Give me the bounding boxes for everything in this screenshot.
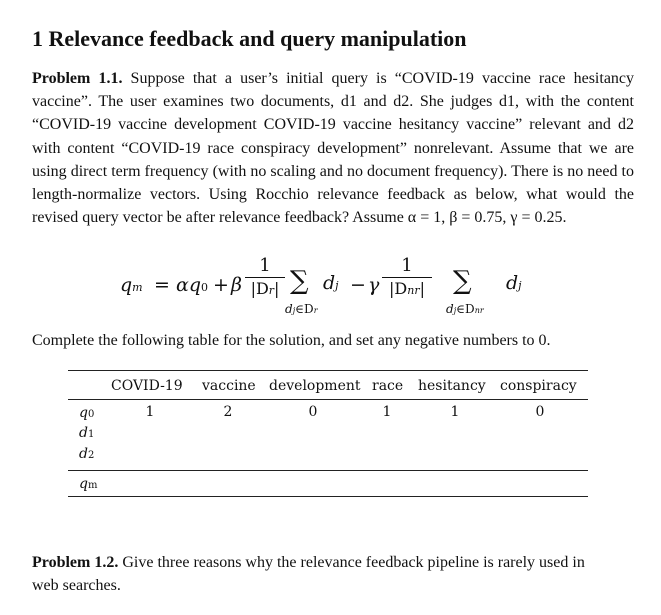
table-instruction: Complete the following table for the solution, and set any negative numbers to 0. xyxy=(32,332,551,349)
row-label-d1: d1 xyxy=(79,425,95,441)
table-bottom-rule xyxy=(68,496,588,497)
formula-beta: β xyxy=(231,274,242,296)
section-number: 1 xyxy=(32,26,43,51)
column-header-vaccine: vaccine xyxy=(202,378,256,394)
problem-1-1-label: Problem 1.1. xyxy=(32,70,123,87)
sum-symbol-relevant: ∑ xyxy=(290,266,309,296)
formula-alpha-q0: αq0 xyxy=(176,274,208,296)
fraction-bar xyxy=(245,277,285,278)
column-header-covid19: COVID-19 xyxy=(111,378,183,394)
column-header-race: race xyxy=(372,378,404,394)
sum-symbol-nonrelevant: ∑ xyxy=(453,266,472,296)
formula-dj-relevant: dj xyxy=(323,272,339,294)
problem-1-2-paragraph xyxy=(32,551,592,597)
table-cell: 1 xyxy=(382,404,392,420)
row-label-qm: qm xyxy=(79,476,98,492)
problem-1-2-text: Give three reasons why the relevance feedback pipeline is rarely used in web searches. xyxy=(32,554,585,594)
solution-table xyxy=(68,370,588,497)
problem-1-1-paragraph xyxy=(32,67,634,229)
row-label-q0: q0 xyxy=(79,405,95,421)
rocchio-formula xyxy=(120,256,540,322)
formula-minus: − xyxy=(350,274,366,296)
table-qm-rule xyxy=(68,470,588,471)
table-header-rule xyxy=(68,399,588,400)
sum-range-nonrelevant: dj∈Dnr xyxy=(446,302,484,316)
formula-dj-nonrelevant: dj xyxy=(506,272,522,294)
column-header-conspiracy: conspiracy xyxy=(500,378,577,394)
formula-fraction-relevant xyxy=(245,256,285,300)
fraction-denominator: |Dr| xyxy=(250,279,280,298)
table-cell: 1 xyxy=(450,404,460,420)
table-cell: 0 xyxy=(535,404,545,420)
formula-equals: = xyxy=(154,274,170,296)
table-top-rule xyxy=(68,370,588,371)
formula-plus: + xyxy=(213,274,229,296)
problem-1-1-text: Suppose that a user’s initial query is “COVID-19 vaccine race hesitancy vaccine”. The user examines two documents, d1 and d2. She judges d1, with the content “COVID-19 vaccine development COVID-19 vaccine hesitancy vaccine” relevant and d2 with content “COVID-19 race conspiracy development” nonrelevant. Assume that we are using direct term frequency (with no scaling and no document frequency). There is no need to length-normalize vectors. Using Rocchio relevance feedback as below, what would the revised query vector be after relevance feedback? Assume α = 1, β = 0.75, γ = 0.25. xyxy=(32,70,635,227)
table-cell: 0 xyxy=(308,404,318,420)
column-header-development: development xyxy=(269,378,361,394)
row-label-d2: d2 xyxy=(79,446,95,462)
formula-gamma: γ xyxy=(368,274,380,296)
fraction-numerator: 1 xyxy=(259,255,271,276)
fraction-bar xyxy=(382,277,432,278)
table-cell: 1 xyxy=(145,404,155,420)
section-title-text: Relevance feedback and query manipulation xyxy=(48,26,467,51)
column-header-hesitancy: hesitancy xyxy=(418,378,486,394)
fraction-denominator: |Dnr| xyxy=(389,279,425,298)
table-cell: 2 xyxy=(223,404,233,420)
formula-lhs: qm xyxy=(120,274,143,296)
problem-1-2-label: Problem 1.2. xyxy=(32,554,119,571)
formula-fraction-nonrelevant xyxy=(382,256,432,300)
section-title xyxy=(32,26,467,52)
sum-range-relevant: dj∈Dr xyxy=(285,302,318,316)
fraction-numerator: 1 xyxy=(401,255,413,276)
